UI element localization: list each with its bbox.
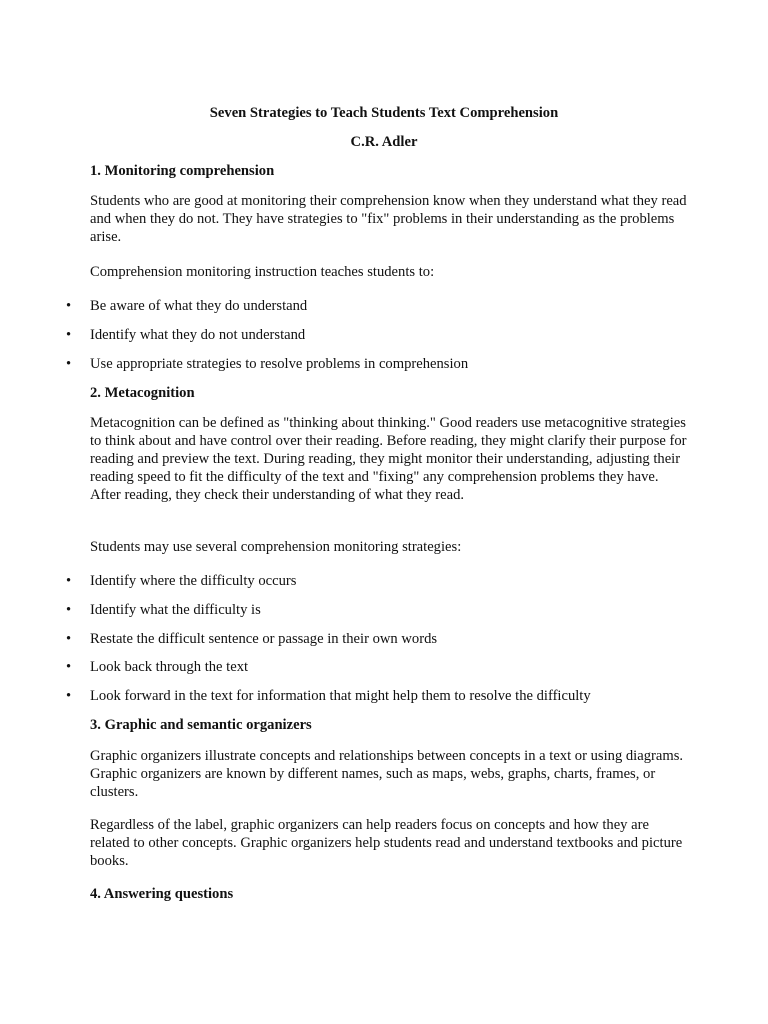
section-heading-answering-questions: 4. Answering questions: [90, 886, 234, 902]
section-paragraph: Graphic organizers illustrate concepts and relationships between concepts in a text or using diagrams. Graphic organizers are known by different names, such as maps, webs, graphs, charts, frames, or clusters.: [90, 748, 684, 800]
section-paragraph: Comprehension monitoring instruction teaches students to:: [90, 264, 435, 280]
section-paragraph: Regardless of the label, graphic organizers can help readers focus on concepts and how they are related to other concepts. Graphic organizers help students read and understand textbooks and picture books.: [90, 817, 683, 869]
document-author: C.R. Adler: [350, 134, 418, 150]
bullet-icon: •: [66, 631, 72, 647]
list-item-text: Be aware of what they do understand: [90, 298, 308, 314]
list-item-text: Identify what they do not understand: [90, 327, 306, 343]
bullet-icon: •: [66, 327, 72, 343]
bullet-icon: •: [66, 573, 72, 589]
list-item-text: Look back through the text: [90, 659, 249, 675]
section-heading-graphic-organizers: 3. Graphic and semantic organizers: [90, 717, 312, 733]
section-heading-metacognition: 2. Metacognition: [90, 385, 195, 401]
bullet-icon: •: [66, 356, 72, 372]
list-item-text: Use appropriate strategies to resolve problems in comprehension: [90, 356, 469, 372]
section-heading-monitoring: 1. Monitoring comprehension: [90, 163, 275, 179]
list-item-text: Identify what the difficulty is: [90, 602, 261, 618]
section-paragraph: Metacognition can be defined as "thinking about thinking." Good readers use metacognitive strategies to think about and have control over their reading. Before reading, they might clarify their purpose for reading and preview the text. During reading, they might monitor their understanding, adjusting their reading speed to fit the difficulty of the text and "fixing" any comprehension problems they have. After reading, they check their understanding of what they read.: [90, 415, 687, 503]
bullet-icon: •: [66, 602, 72, 618]
list-item-text: Restate the difficult sentence or passage in their own words: [90, 631, 438, 647]
list-item-text: Identify where the difficulty occurs: [90, 573, 297, 589]
list-item-text: Look forward in the text for information that might help them to resolve the difficulty: [90, 688, 591, 704]
section-paragraph: Students who are good at monitoring their comprehension know when they understand what they read and when they do not. They have strategies to "fix" problems in their understanding as the problems arise.: [90, 193, 687, 245]
bullet-icon: •: [66, 688, 72, 704]
bullet-icon: •: [66, 298, 72, 314]
bullet-icon: •: [66, 659, 72, 675]
document-title: Seven Strategies to Teach Students Text Comprehension: [209, 105, 559, 121]
section-paragraph: Students may use several comprehension monitoring strategies:: [90, 539, 462, 555]
